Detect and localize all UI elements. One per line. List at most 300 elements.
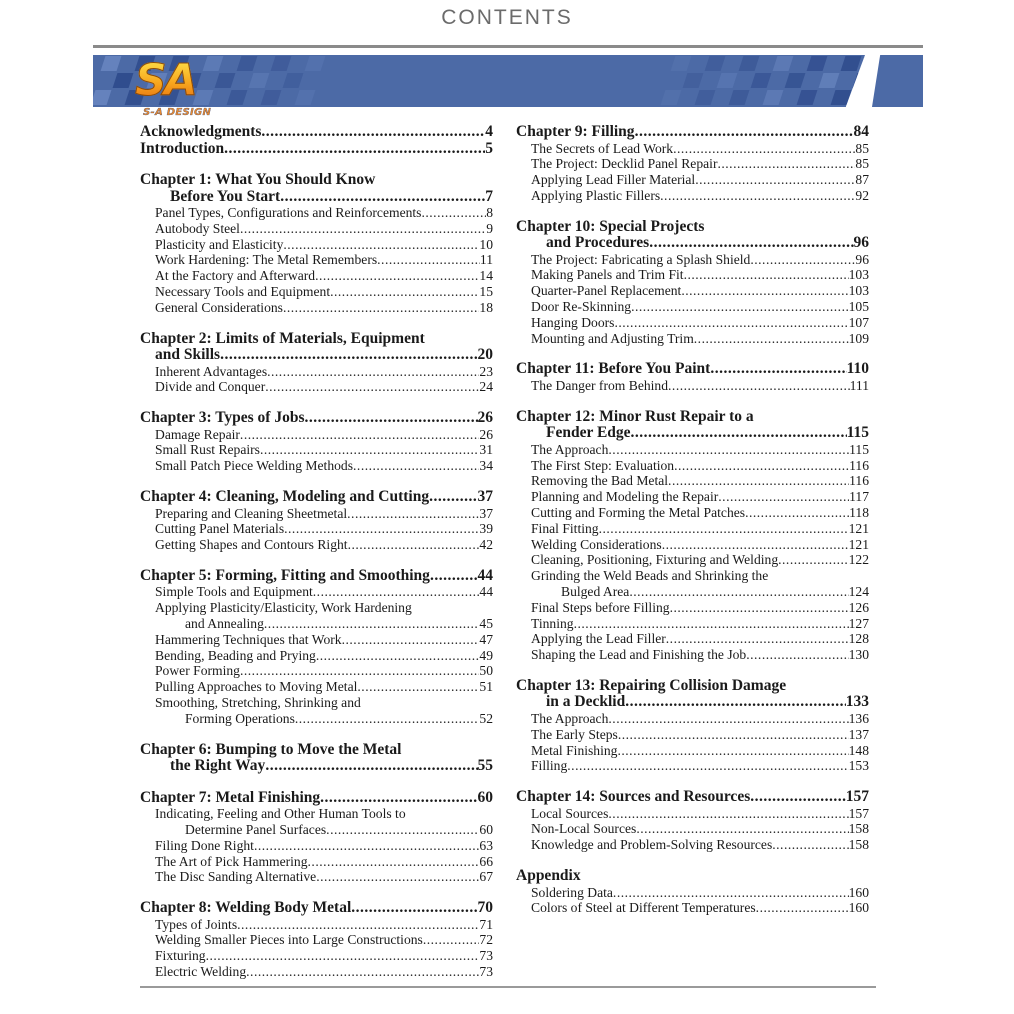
- checker-square: [819, 73, 840, 88]
- entry-title: Final Steps before Filling: [531, 599, 670, 615]
- entry-title-line: Smoothing, Stretching, Shrinking and: [155, 695, 361, 711]
- entry-title: Electric Welding: [155, 964, 247, 979]
- dot-leader: [668, 378, 850, 394]
- page-number: 44: [479, 584, 493, 600]
- dot-leader: [718, 489, 849, 505]
- page-number: 117: [849, 489, 869, 505]
- entry-title: Welding Considerations: [531, 536, 662, 552]
- entry-title: The Approach: [531, 441, 609, 457]
- toc-section-entry[interactable]: [140, 458, 493, 474]
- toc-section-entry[interactable]: [516, 900, 869, 916]
- page-number: 148: [848, 742, 869, 758]
- page-number: 26: [477, 410, 493, 427]
- toc-section-entry[interactable]: [140, 964, 493, 980]
- page-number: 42: [479, 537, 493, 553]
- dot-leader: [750, 789, 846, 806]
- entry-title: The Danger from Behind: [531, 377, 669, 393]
- dot-leader: [353, 458, 479, 474]
- dot-leader: [206, 948, 480, 964]
- toc-section-entry[interactable]: [516, 711, 869, 727]
- entry-title: Panel Types, Configurations and Reinforcements: [155, 205, 422, 220]
- entry-title: Door Re-Skinning: [531, 299, 632, 315]
- page-number: 73: [479, 964, 493, 979]
- section-gap: [516, 346, 869, 361]
- page-number: 67: [479, 869, 493, 885]
- dot-leader: [421, 205, 486, 221]
- toc-section-entry[interactable]: [140, 237, 493, 253]
- page-number: 37: [479, 505, 493, 521]
- page-number: 115: [846, 425, 869, 442]
- entry-title: The Project: Decklid Panel Repair: [531, 156, 718, 172]
- entry-title: Chapter 11: Before You Paint: [516, 361, 711, 378]
- entry-title: Fixturing: [155, 948, 206, 964]
- toc-chapter-entry[interactable]: [140, 124, 493, 141]
- dot-leader: [237, 917, 479, 933]
- dot-leader: [618, 727, 849, 743]
- entry-title: Chapter 9: Filling: [516, 124, 635, 140]
- entry-title: Chapter 5: Forming, Fitting and Smoothing: [140, 567, 430, 584]
- dot-leader: [608, 806, 848, 822]
- toc-section-entry[interactable]: [516, 885, 869, 901]
- page-number: 157: [848, 805, 869, 821]
- checker-square: [101, 56, 122, 71]
- toc-section-entry[interactable]: [140, 268, 493, 284]
- dot-leader: [347, 506, 479, 522]
- page-number: 45: [479, 616, 493, 632]
- entry-title: Making Panels and Trim Fit: [531, 267, 684, 283]
- dot-leader: [666, 631, 849, 647]
- toc-section-entry[interactable]: [140, 838, 493, 854]
- entry-title: Local Sources: [531, 805, 609, 821]
- dot-leader: [265, 758, 477, 775]
- dot-leader: [631, 425, 847, 442]
- dot-leader: [295, 711, 480, 727]
- checker-square: [305, 56, 326, 71]
- checker-square: [271, 56, 292, 71]
- checker-square: [841, 56, 862, 71]
- toc-section-entry[interactable]: [140, 205, 493, 221]
- page-number: 39: [479, 521, 493, 537]
- page-number: 116: [849, 473, 869, 489]
- checker-square: [93, 90, 111, 105]
- entry-title: Determine Panel Surfaces: [185, 821, 327, 837]
- page-number: 50: [479, 663, 493, 679]
- dot-leader: [694, 331, 849, 347]
- dot-leader: [315, 268, 479, 284]
- toc-chapter-entry[interactable]: [140, 568, 493, 585]
- dot-leader: [684, 267, 849, 283]
- toc-section-entry[interactable]: [516, 600, 869, 616]
- toc-section-entry[interactable]: [516, 489, 869, 505]
- dot-leader: [750, 252, 855, 268]
- entry-title: Work Hardening: The Metal Remembers: [155, 252, 378, 268]
- entry-title: Divide and Conquer: [155, 379, 266, 395]
- dot-leader: [662, 537, 849, 553]
- toc-section-entry[interactable]: [140, 537, 493, 553]
- dot-leader: [342, 632, 480, 648]
- entry-title: Preparing and Cleaning Sheetmetal: [155, 505, 348, 521]
- toc-section-entry[interactable]: [516, 331, 869, 347]
- dot-leader: [635, 124, 854, 141]
- toc-right-column: [516, 124, 869, 916]
- toc-section-entry[interactable]: [140, 221, 493, 237]
- entry-title: Shaping the Lead and Finishing the Job: [531, 647, 747, 663]
- toc-section-entry[interactable]: [516, 378, 869, 394]
- toc-section-entry[interactable]: [516, 758, 869, 774]
- page-number: 73: [479, 948, 493, 964]
- page-number: 52: [479, 710, 493, 726]
- page-number: 133: [845, 694, 869, 711]
- toc-section-entry[interactable]: [516, 473, 869, 489]
- toc-section-entry[interactable]: [516, 252, 869, 268]
- page-number: 44: [477, 567, 493, 584]
- page-number: 23: [479, 363, 493, 379]
- page-number: 121: [848, 520, 869, 536]
- entry-title: Colors of Steel at Different Temperatures: [531, 900, 756, 916]
- checker-square: [751, 73, 772, 88]
- section-gap: [140, 553, 493, 568]
- toc-chapter-entry[interactable]: [516, 868, 869, 885]
- toc-section-entry[interactable]: [516, 647, 869, 663]
- dot-leader: [617, 743, 848, 759]
- toc-section-entry[interactable]: [516, 156, 869, 172]
- dot-leader: [746, 647, 848, 663]
- toc-chapter-entry[interactable]: [516, 678, 869, 711]
- page-number: 136: [848, 710, 869, 726]
- toc-section-entry[interactable]: [140, 364, 493, 380]
- dot-leader: [283, 300, 479, 316]
- entry-title: Cutting and Forming the Metal Patches: [531, 504, 746, 520]
- toc-section-entry[interactable]: [516, 172, 869, 188]
- toc-chapter-entry[interactable]: [140, 742, 493, 775]
- dot-leader: [246, 964, 479, 980]
- dot-leader: [717, 156, 855, 172]
- toc-section-entry[interactable]: [140, 948, 493, 964]
- entry-title: Cleaning, Positioning, Fixturing and Welding: [531, 552, 779, 568]
- toc-section-entry[interactable]: [140, 427, 493, 443]
- top-rule: [93, 45, 923, 48]
- entry-title: The Secrets of Lead Work: [531, 140, 674, 156]
- dot-leader: [574, 616, 849, 632]
- entry-title: Introduction: [140, 140, 225, 157]
- dot-leader: [260, 442, 479, 458]
- dot-leader: [351, 900, 477, 917]
- entry-title: The Early Steps: [531, 726, 618, 742]
- toc-section-entry[interactable]: [140, 663, 493, 679]
- toc-section-entry[interactable]: [516, 442, 869, 458]
- toc-section-entry[interactable]: [516, 188, 869, 204]
- entry-title-line: Chapter 2: Limits of Materials, Equipment: [140, 329, 425, 347]
- dot-leader: [614, 315, 848, 331]
- toc-section-entry[interactable]: [140, 442, 493, 458]
- page-number: 157: [845, 789, 869, 806]
- page-number: 5: [485, 140, 493, 157]
- toc-chapter-entry[interactable]: [140, 489, 493, 506]
- toc-section-entry[interactable]: [140, 869, 493, 885]
- dot-leader: [430, 568, 478, 585]
- dot-leader: [265, 379, 479, 395]
- toc-section-entry[interactable]: [140, 584, 493, 600]
- checker-square: [661, 90, 682, 105]
- entry-title: Non-Local Sources: [531, 821, 637, 837]
- toc-section-entry[interactable]: [516, 505, 869, 521]
- dot-leader: [316, 869, 479, 885]
- entry-title: The Approach: [531, 710, 609, 726]
- toc-section-entry[interactable]: [516, 631, 869, 647]
- entry-title: Chapter 3: Types of Jobs: [140, 410, 305, 427]
- checker-square: [729, 90, 750, 105]
- dot-leader: [313, 584, 480, 600]
- toc-section-entry[interactable]: [516, 806, 869, 822]
- page-number: 85: [855, 140, 869, 156]
- dot-leader: [695, 172, 855, 188]
- dot-leader: [220, 347, 477, 364]
- dot-leader: [673, 141, 855, 157]
- page-number: 87: [855, 172, 869, 188]
- entry-title: and Annealing: [185, 616, 264, 632]
- entry-title: Power Forming: [155, 663, 240, 679]
- checker-square: [113, 73, 134, 88]
- entry-title: Filing Done Right: [155, 837, 254, 853]
- entry-title: Bending, Beading and Prying: [155, 647, 316, 663]
- toc-section-entry[interactable]: [140, 300, 493, 316]
- toc-chapter-entry[interactable]: [516, 409, 869, 442]
- dot-leader: [625, 694, 846, 711]
- toc-section-entry[interactable]: [516, 821, 869, 837]
- dot-leader: [261, 124, 485, 141]
- checker-square: [237, 56, 258, 71]
- page-number: 126: [848, 599, 869, 615]
- toc-section-entry[interactable]: [516, 727, 869, 743]
- toc-section-entry[interactable]: [516, 299, 869, 315]
- page-number: 115: [849, 441, 869, 457]
- dot-leader: [326, 822, 479, 838]
- entry-title: Damage Repair: [155, 426, 240, 442]
- entry-title: Chapter 7: Metal Finishing: [140, 789, 321, 806]
- checker-square: [683, 73, 704, 88]
- dot-leader: [429, 489, 477, 506]
- entry-title-line: Chapter 10: Special Projects: [516, 217, 705, 235]
- toc-section-entry[interactable]: [516, 837, 869, 853]
- entry-title-line: Grinding the Weld Beads and Shrinking the: [531, 568, 769, 584]
- checker-square: [215, 73, 236, 88]
- dot-leader: [240, 427, 479, 443]
- header-banner: [93, 55, 923, 107]
- entry-title: Planning and Modeling the Repair: [531, 489, 719, 505]
- entry-title: Removing the Bad Metal: [531, 473, 669, 489]
- toc-section-entry[interactable]: [516, 568, 869, 600]
- dot-leader: [745, 505, 849, 521]
- dot-leader: [254, 838, 479, 854]
- page-number: 105: [848, 299, 869, 315]
- dot-leader: [357, 679, 479, 695]
- page-number: 160: [848, 884, 869, 900]
- toc-chapter-entry[interactable]: [140, 172, 493, 205]
- dot-leader: [668, 473, 849, 489]
- page-number: 34: [479, 458, 493, 474]
- checker-pattern-right: [663, 55, 863, 107]
- toc-chapter-entry[interactable]: [140, 790, 493, 807]
- page-number: 20: [477, 347, 493, 364]
- page-number: 66: [479, 853, 493, 869]
- toc-section-entry[interactable]: [516, 267, 869, 283]
- toc-section-entry[interactable]: [140, 679, 493, 695]
- page-number: 85: [855, 156, 869, 172]
- checker-square: [695, 90, 716, 105]
- toc-section-entry[interactable]: [516, 315, 869, 331]
- page-number: 63: [479, 837, 493, 853]
- entry-title: Plasticity and Elasticity: [155, 236, 284, 252]
- toc-section-entry[interactable]: [516, 521, 869, 537]
- entry-title: At the Factory and Afterward: [155, 268, 316, 284]
- dot-leader: [772, 837, 848, 853]
- page-number: 96: [853, 235, 869, 252]
- entry-title: Metal Finishing: [531, 742, 618, 758]
- entry-title: Applying the Lead Filler: [531, 631, 666, 647]
- toc-section-entry[interactable]: [140, 632, 493, 648]
- dot-leader: [377, 252, 480, 268]
- dot-leader: [608, 442, 849, 458]
- page-number: 60: [477, 789, 493, 806]
- toc-section-entry[interactable]: [516, 283, 869, 299]
- entry-title: Applying Lead Filler Material: [531, 172, 696, 188]
- toc-section-entry[interactable]: [140, 506, 493, 522]
- dot-leader: [670, 600, 849, 616]
- toc-section-entry[interactable]: [516, 537, 869, 553]
- toc-section-entry[interactable]: [516, 141, 869, 157]
- page-number: 31: [479, 442, 493, 458]
- page-number: 14: [479, 268, 493, 284]
- entry-title: Final Fitting: [531, 520, 599, 536]
- entry-title: Acknowledgments: [140, 124, 262, 140]
- toc-chapter-entry[interactable]: [516, 789, 869, 806]
- toc-chapter-entry[interactable]: [516, 219, 869, 252]
- dot-leader: [756, 900, 849, 916]
- entry-title: Chapter 4: Cleaning, Modeling and Cutting: [140, 489, 430, 506]
- entry-title: Inherent Advantages: [155, 363, 268, 379]
- dot-leader: [710, 361, 846, 378]
- entry-title: The First Step: Evaluation: [531, 457, 675, 473]
- page-number: 55: [477, 758, 493, 775]
- toc-section-entry[interactable]: [140, 600, 493, 632]
- entry-title: Fender Edge: [546, 425, 631, 442]
- toc-chapter-entry[interactable]: [516, 124, 869, 141]
- toc-section-entry[interactable]: [516, 458, 869, 474]
- checker-square: [705, 56, 726, 71]
- page-number: 109: [848, 330, 869, 346]
- entry-title: Simple Tools and Equipment: [155, 584, 313, 600]
- toc-section-entry[interactable]: [140, 695, 493, 727]
- entry-title: Hanging Doors: [531, 314, 615, 330]
- toc-section-entry[interactable]: [140, 521, 493, 537]
- checker-square: [763, 90, 784, 105]
- page-number: 37: [477, 489, 493, 506]
- toc-chapter-entry[interactable]: [140, 900, 493, 917]
- section-gap: [140, 157, 493, 172]
- page-number: 24: [479, 379, 493, 395]
- toc-section-entry[interactable]: [516, 743, 869, 759]
- toc-section-entry[interactable]: [516, 616, 869, 632]
- dot-leader: [608, 711, 848, 727]
- toc-chapter-entry[interactable]: [140, 141, 493, 158]
- entry-title: General Considerations: [155, 299, 283, 315]
- section-gap: [140, 395, 493, 410]
- entry-title-line: Chapter 6: Bumping to Move the Metal: [140, 740, 402, 758]
- entry-title: Soldering Data: [531, 884, 613, 900]
- toc-section-entry[interactable]: [140, 932, 493, 948]
- page-number: 70: [477, 900, 493, 917]
- toc-chapter-entry[interactable]: [140, 410, 493, 427]
- entry-title: Forming Operations: [185, 710, 295, 726]
- page-number: 137: [848, 726, 869, 742]
- page-number: 122: [848, 552, 869, 568]
- dot-leader: [674, 458, 849, 474]
- entry-title: Cutting Panel Materials: [155, 521, 285, 537]
- page-number: 158: [848, 821, 869, 837]
- page-number: 49: [479, 647, 493, 663]
- checker-square: [261, 90, 282, 105]
- entry-title: Small Rust Repairs: [155, 442, 260, 458]
- page-number: 124: [848, 583, 869, 599]
- checker-square: [807, 56, 828, 71]
- checker-square: [831, 90, 852, 105]
- page-number: 128: [848, 631, 869, 647]
- page-number: 107: [848, 314, 869, 330]
- dot-leader: [599, 521, 849, 537]
- page-number: 110: [846, 361, 869, 378]
- section-gap: [140, 727, 493, 742]
- bottom-rule: [140, 986, 876, 988]
- entry-title: Tinning: [531, 615, 574, 631]
- toc-section-entry[interactable]: [516, 552, 869, 568]
- toc-chapter-entry[interactable]: [140, 331, 493, 364]
- checker-square: [717, 73, 738, 88]
- page-number: 60: [479, 821, 493, 837]
- section-gap: [516, 204, 869, 219]
- dot-leader: [283, 237, 479, 253]
- section-gap: [140, 474, 493, 489]
- page-number: 103: [848, 267, 869, 283]
- toc-chapter-entry[interactable]: [516, 361, 869, 378]
- logo-subtitle: S-A DESIGN: [143, 107, 212, 118]
- checker-square: [249, 73, 270, 88]
- page-number: 72: [479, 932, 493, 948]
- toc-section-entry[interactable]: [140, 379, 493, 395]
- banner-end-block: [872, 55, 923, 107]
- dot-leader: [629, 584, 848, 600]
- section-gap: [140, 885, 493, 900]
- toc-section-entry[interactable]: [140, 854, 493, 870]
- entry-title: Types of Joints: [155, 916, 238, 932]
- toc-section-entry[interactable]: [140, 648, 493, 664]
- toc-section-entry[interactable]: [140, 252, 493, 268]
- toc-section-entry[interactable]: [140, 806, 493, 838]
- page-number: 116: [849, 457, 869, 473]
- entry-title-line: Chapter 12: Minor Rust Repair to a: [516, 407, 754, 425]
- page-number: 84: [853, 124, 869, 140]
- entry-title: The Disc Sanding Alternative: [155, 869, 317, 885]
- entry-title: Pulling Approaches to Moving Metal: [155, 679, 358, 695]
- entry-title-line: Applying Plasticity/Elasticity, Work Hardening: [155, 600, 412, 616]
- toc-section-entry[interactable]: [140, 917, 493, 933]
- entry-title: Autobody Steel: [155, 220, 240, 236]
- dot-leader: [636, 821, 848, 837]
- entry-title: Filling: [531, 758, 568, 774]
- entry-title: Hammering Techniques that Work: [155, 631, 342, 647]
- checker-square: [227, 90, 248, 105]
- page-number: 121: [848, 536, 869, 552]
- toc-section-entry[interactable]: [140, 284, 493, 300]
